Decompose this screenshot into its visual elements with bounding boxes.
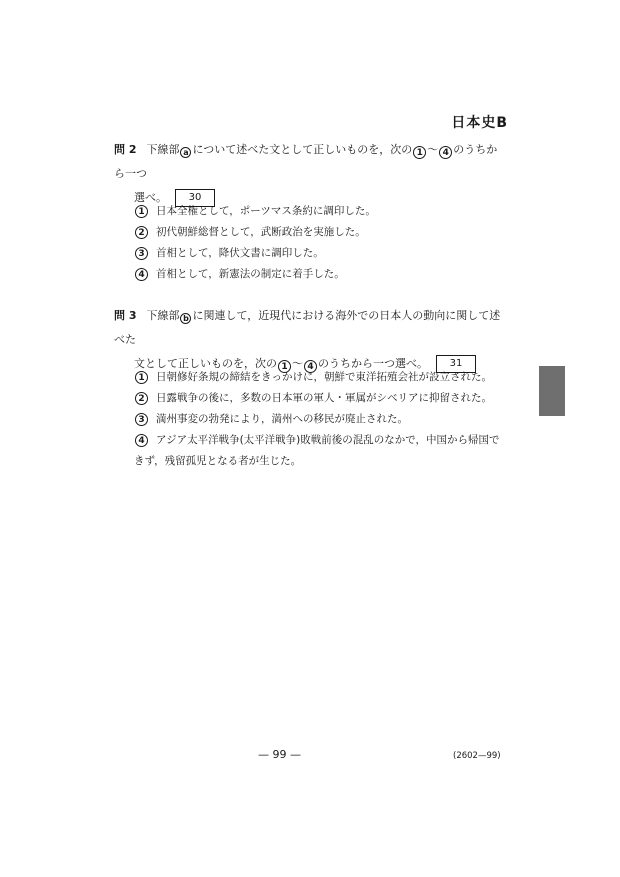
choice-text: 首相として，新憲法の制定に着手した。: [156, 268, 345, 280]
choice-number-marker: 2: [135, 392, 148, 405]
choice-number-marker: 3: [135, 247, 148, 260]
page-number: — 99 —: [258, 748, 301, 761]
question-2: [114, 138, 504, 210]
underline-marker-b: b: [180, 313, 191, 324]
range-separator: ～: [292, 357, 303, 370]
choice-number-marker: 1: [135, 205, 148, 218]
choice-item[interactable]: [134, 264, 504, 285]
choice-continuation: [134, 451, 504, 472]
q2-prompt-a: 下線部: [146, 143, 180, 156]
choice-text: 首相として，降伏文書に調印した。: [156, 247, 324, 259]
choice-item[interactable]: [134, 430, 504, 451]
choice-text: 日露戦争の後に，多数の日本軍の軍人・軍属がシベリアに抑留された。: [156, 392, 492, 404]
question-2-label: 問 2: [114, 143, 137, 156]
answer-box-31[interactable]: 31: [436, 355, 476, 373]
question-3-label: 問 3: [114, 309, 137, 322]
range-separator: ～: [427, 143, 439, 156]
section-tab-marker: [539, 366, 565, 416]
choice-text: 日朝修好条規の締結をきっかけに，朝鮮で東洋拓殖会社が設立された。: [156, 371, 492, 383]
question-2-line1: [114, 138, 504, 186]
range-from-marker: 1: [278, 360, 291, 373]
q3-prompt-d: のうちから一つ選べ。: [318, 357, 428, 370]
choice-item[interactable]: [134, 367, 504, 388]
q3-prompt-a: 下線部: [146, 309, 180, 322]
choice-text: 初代朝鮮総督として，武断政治を実施した。: [156, 226, 366, 238]
choice-item[interactable]: [134, 222, 504, 243]
choice-text: 満州事変の勃発により，満州への移民が廃止された。: [156, 413, 408, 425]
q3-prompt-b: に関連して，近現代における海外での日本人の動向に関して述べた: [114, 309, 501, 346]
choice-number-marker: 1: [135, 371, 148, 384]
choice-text: アジア太平洋戦争(太平洋戦争)敗戦前後の混乱のなかで，中国から帰国で: [156, 434, 500, 446]
answer-box-30[interactable]: 30: [175, 189, 215, 207]
subject-title: 日本史B: [451, 115, 508, 131]
q2-prompt-b: について述べた文として正しいものを，次の: [192, 143, 413, 156]
range-from-marker: 1: [413, 146, 426, 159]
choice-number-marker: 4: [135, 434, 148, 447]
q2-prompt-c: のうちから一つ: [114, 143, 498, 180]
choice-text: 日本全権として，ポーツマス条約に調印した。: [156, 205, 376, 217]
question-3-choices: [134, 367, 504, 472]
choice-item[interactable]: [134, 388, 504, 409]
choice-number-marker: 3: [135, 413, 148, 426]
choice-item[interactable]: [134, 409, 504, 430]
choice-text: きず，残留孤児となる者が生じた。: [134, 455, 302, 467]
q2-prompt-d: 選べ。: [134, 191, 167, 204]
underline-marker-a: a: [180, 147, 191, 158]
question-3: [114, 304, 504, 376]
range-to-marker: 4: [304, 360, 317, 373]
range-to-marker: 4: [439, 146, 452, 159]
choice-item[interactable]: [134, 201, 504, 222]
choice-number-marker: 2: [135, 226, 148, 239]
question-3-line1: [114, 304, 504, 352]
q3-prompt-c: 文として正しいものを，次の: [134, 357, 277, 370]
question-2-choices: [134, 201, 504, 285]
page-code: (2602—99): [453, 751, 501, 761]
choice-number-marker: 4: [135, 268, 148, 281]
choice-item[interactable]: [134, 243, 504, 264]
